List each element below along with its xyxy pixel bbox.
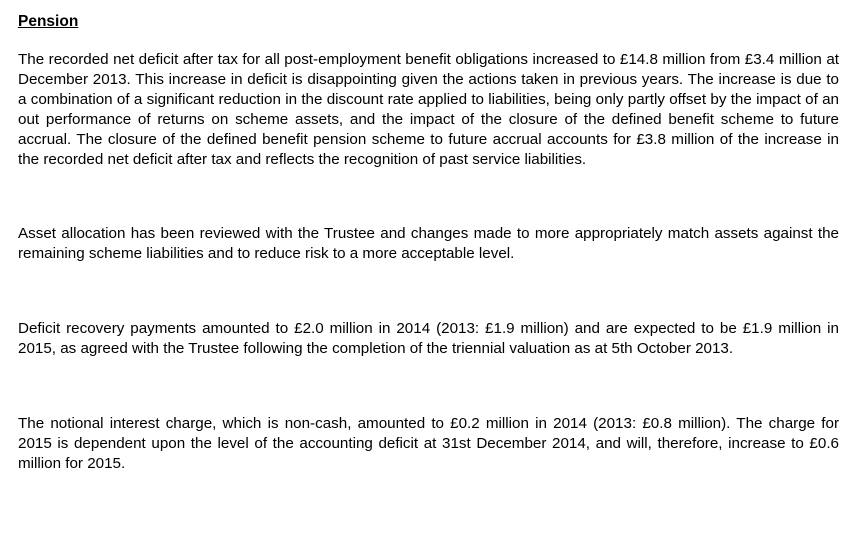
- document-body: [18, 12, 839, 474]
- paragraph-notional-interest: The notional interest charge, which is non-cash, amounted to £0.2 million in 2014 (2013: £0.8 million). The charge for 2015 is dependent upon the level of the accounting deficit at 31st December 2014, and will, therefore, increase to £0.6 million for 2015.: [18, 415, 839, 472]
- paragraph-asset-allocation: Asset allocation has been reviewed with the Trustee and changes made to more appropriately match assets against the remaining scheme liabilities and to reduce risk to a more acceptable level.: [18, 225, 839, 262]
- paragraph-net-deficit: The recorded net deficit after tax for all post-employment benefit obligations increased to £14.8 million from £3.4 million at December 2013. This increase in deficit is disappointing given the actions taken in previous years. The increase is due to a combination of a significant reduction in the discount rate applied to liabilities, being only partly offset by the impact of an out performance of returns on scheme assets, and the impact of the closure of the defined benefit scheme to future accrual. The closure of the defined benefit pension scheme to future accrual accounts for £3.8 million of the increase in the recorded net deficit after tax and reflects the recognition of past service liabilities.: [18, 51, 839, 168]
- section-heading: Pension: [18, 13, 79, 30]
- paragraph-deficit-recovery: Deficit recovery payments amounted to £2.0 million in 2014 (2013: £1.9 million) and are expected to be £1.9 million in 2015, as agreed with the Trustee following the completion of the triennial valuation as at 5th October 2013.: [18, 320, 839, 357]
